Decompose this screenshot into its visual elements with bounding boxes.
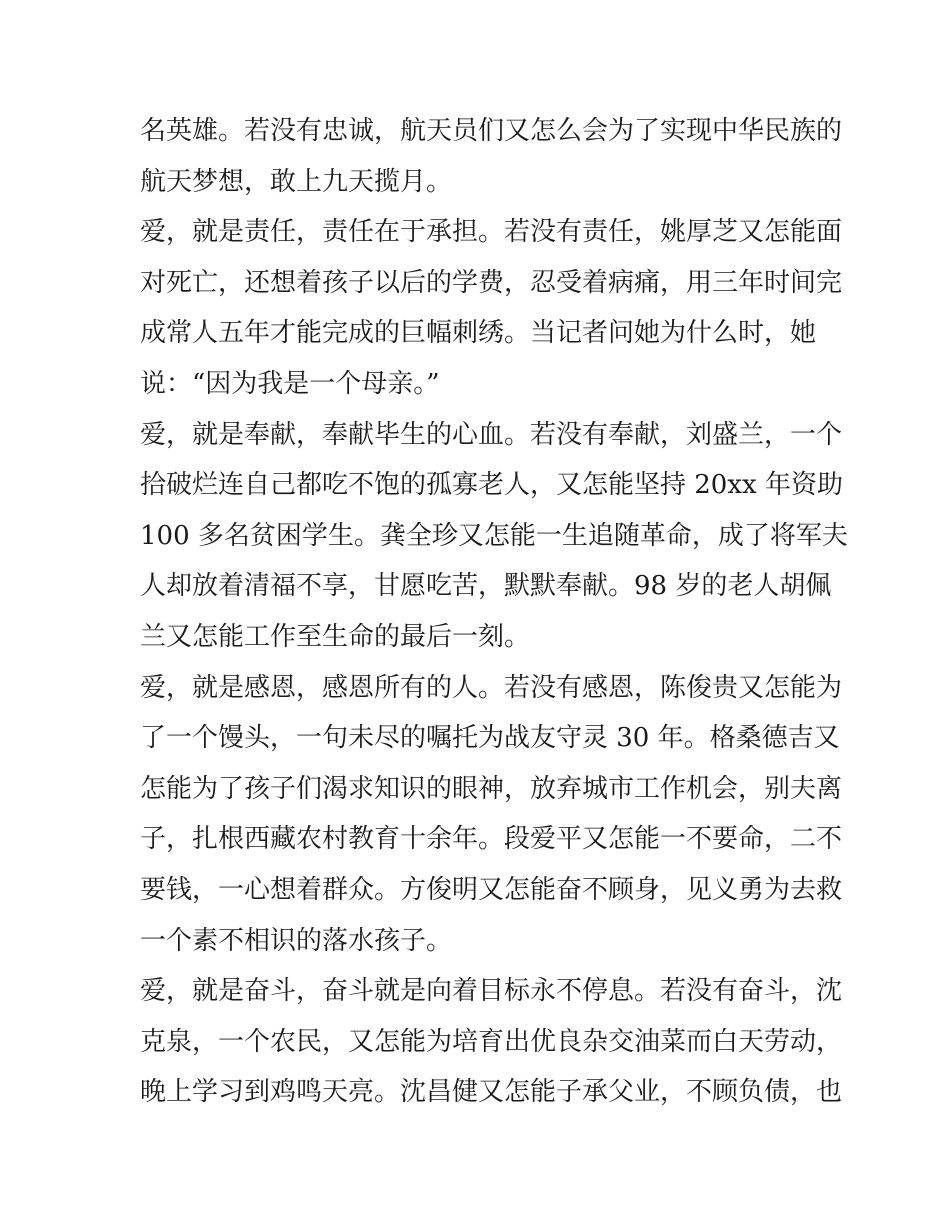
text-line: 对死亡，还想着孩子以后的学费，忍受着病痛，用三年时间完 (140, 267, 843, 298)
text-line: 100 多名贫困学生。龚全珍又怎能一生追随革命，成了将军夫 (140, 520, 848, 551)
text-line: 克泉，一个农民，又怎能为培育出优良杂交油菜而白天劳动， (140, 1026, 843, 1057)
text-line: 拾破烂连自己都吃不饱的孤寡老人，又怎能坚持 20xx 年资助 (140, 470, 843, 501)
text-line: 子，扎根西藏农村教育十余年。段爱平又怎能一不要命，二不 (140, 824, 843, 855)
text-line: 兰又怎能工作至生命的最后一刻。 (140, 621, 531, 652)
text-line: 要钱，一心想着群众。方俊明又怎能奋不顾身，见义勇为去救 (140, 874, 843, 905)
text-line: 航天梦想，敢上九天揽月。 (140, 166, 453, 197)
text-line: 一个素不相识的落水孩子。 (140, 925, 453, 956)
text-line: 爱，就是感恩，感恩所有的人。若没有感恩，陈俊贵又怎能为 (140, 672, 843, 703)
text-line: 爱，就是奉献，奉献毕生的心血。若没有奉献，刘盛兰，一个 (140, 419, 843, 450)
text-line: 说：“因为我是一个母亲。” (140, 368, 440, 399)
text-line: 爱，就是奋斗，奋斗就是向着目标永不停息。若没有奋斗，沈 (140, 976, 843, 1007)
text-line: 了一个馒头，一句未尽的嘱托为战友守灵 30 年。格桑德吉又 (140, 723, 840, 754)
text-line: 晚上学习到鸡鸣天亮。沈昌健又怎能子承父业，不顾负债，也 (140, 1077, 843, 1108)
body-text (140, 106, 848, 1118)
text-line: 成常人五年才能完成的巨幅刺绣。当记者问她为什么时，她 (140, 318, 817, 349)
text-line: 名英雄。若没有忠诚，航天员们又怎么会为了实现中华民族的 (140, 116, 843, 146)
text-line: 人却放着清福不享，甘愿吃苦，默默奉献。98 岁的老人胡佩 (140, 571, 832, 602)
text-line: 怎能为了孩子们渴求知识的眼神，放弃城市工作机会，别夫离 (140, 773, 843, 804)
text-line: 爱，就是责任，责任在于承担。若没有责任，姚厚芝又怎能面 (140, 217, 843, 248)
